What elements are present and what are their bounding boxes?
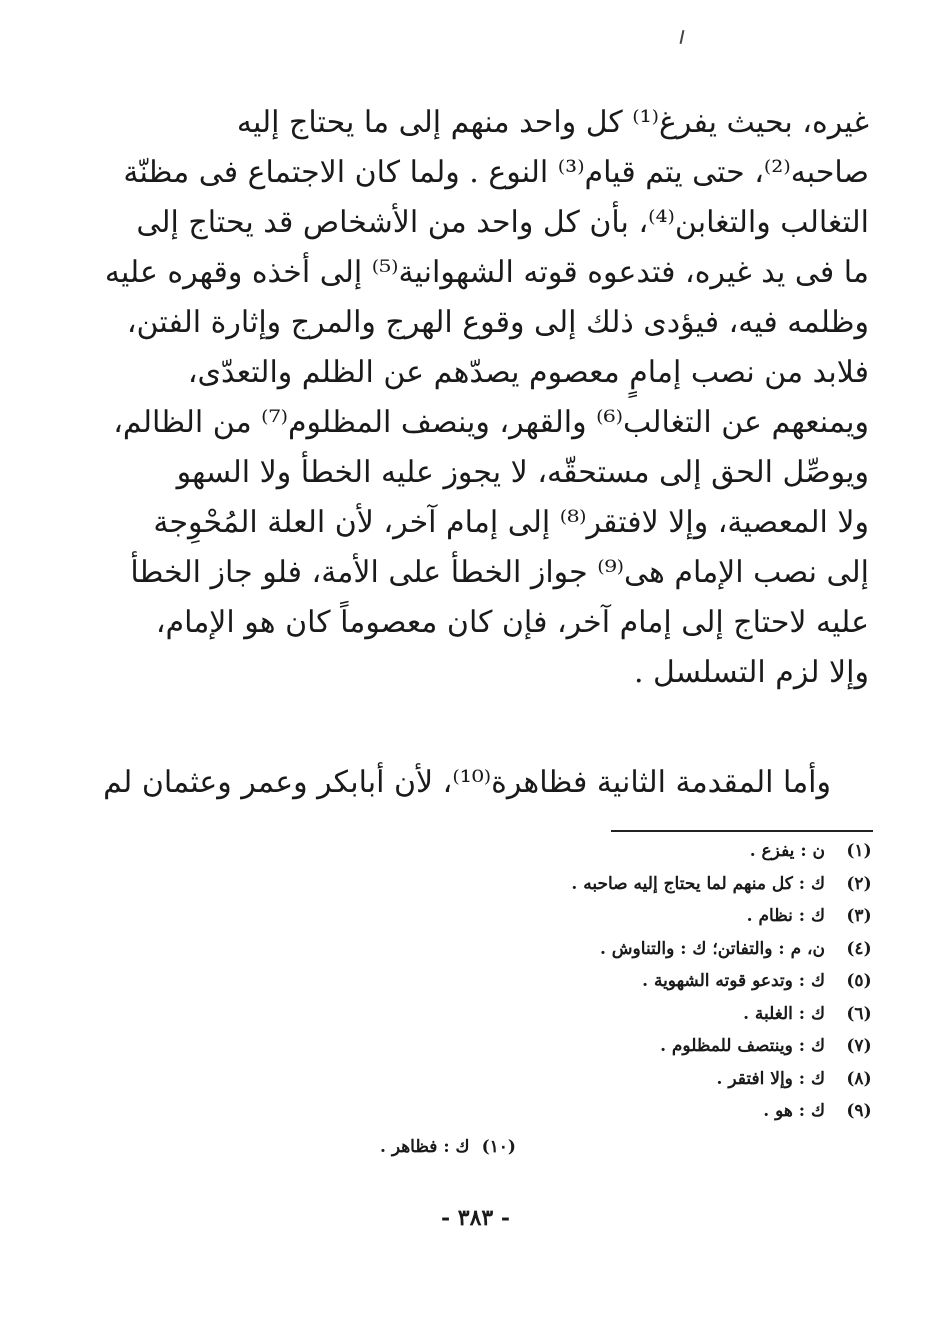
footnote-text: ك : وإلا افتقر . bbox=[716, 1068, 825, 1089]
text-line: إلى نصب الإمام هى⁽⁹⁾ جواز الخطأ على الأمة، فلو جاز الخطأ bbox=[130, 555, 869, 590]
text-line: وإلا لزم التسلسل . bbox=[633, 655, 869, 690]
footnote-text: ن، م : والتفاتن؛ ك : والتناوش . bbox=[599, 938, 825, 959]
footnote-number: (٢) bbox=[846, 873, 872, 894]
footnote-text: ن : يفزع . bbox=[749, 841, 825, 861]
footnote-number: (٨) bbox=[846, 1068, 872, 1089]
footnote-item bbox=[321, 965, 881, 998]
text-line: وأما المقدمة الثانية فظاهرة⁽¹⁰⁾، لأن أبابكر وعمر وعثمان لم bbox=[103, 765, 831, 800]
footnote-item bbox=[321, 1063, 881, 1096]
footnote-text: ك : نظام . bbox=[746, 906, 825, 926]
footnote-item bbox=[321, 1095, 881, 1128]
second-paragraph bbox=[103, 758, 869, 808]
footnote-number: (١٠) bbox=[481, 1137, 516, 1157]
text-line: ويوصِّل الحق إلى مستحقّه، لا يجوز عليه الخطأ ولا السهو bbox=[176, 455, 869, 490]
text-line: غيره، بحيث يفرغ⁽¹⁾ كل واحد منهم إلى ما يحتاج إليه bbox=[236, 105, 869, 140]
footnote-text: ك : فظاهر . bbox=[380, 1137, 470, 1157]
footnote-text: ك : هو . bbox=[763, 1101, 825, 1121]
footnote-text: ك : كل منهم لما يحتاج إليه صاحبه . bbox=[571, 873, 825, 894]
footnote-item bbox=[321, 933, 881, 966]
footnote-number: (٧) bbox=[846, 1036, 872, 1056]
footnote-item bbox=[321, 1030, 881, 1063]
footnote-number: (٦) bbox=[846, 1003, 872, 1024]
footnote-number: (٣) bbox=[846, 906, 872, 926]
main-paragraph bbox=[104, 98, 869, 698]
footnotes-list bbox=[321, 835, 881, 1128]
text-line: ما فى يد غيره، فتدعوه قوته الشهوانية⁽⁵⁾ إلى أخذه وقهره عليه bbox=[104, 255, 869, 290]
footnote-text: ك : الغلبة . bbox=[743, 1003, 825, 1024]
footnote-item bbox=[321, 900, 881, 933]
footnote-number: (١) bbox=[846, 841, 872, 861]
footnote-text: ك : وينتصف للمظلوم . bbox=[660, 1036, 825, 1056]
text-line: وظلمه فيه، فيؤدى ذلك إلى وقوع الهرج والمرج وإثارة الفتن، bbox=[126, 305, 869, 340]
footnote-item-10 bbox=[380, 1137, 516, 1157]
page-number: - ٣٨٣ - bbox=[440, 1205, 511, 1231]
footnote-text: ك : وتدعو قوته الشهوية . bbox=[642, 971, 825, 991]
footnote-item bbox=[321, 868, 881, 901]
text-line: صاحبه⁽²⁾، حتى يتم قيام⁽³⁾ النوع . ولما كان الاجتماع فى مظنّة bbox=[123, 155, 869, 190]
footnote-item bbox=[321, 998, 881, 1031]
footnote-divider bbox=[611, 830, 873, 832]
stray-mark bbox=[680, 30, 685, 44]
footnote-item bbox=[321, 835, 881, 868]
text-line: فلابد من نصب إمامٍ معصوم يصدّهم عن الظلم والتعدّى، bbox=[187, 355, 869, 390]
footnote-number: (٩) bbox=[846, 1101, 872, 1121]
text-line: ويمنعهم عن التغالب⁽⁶⁾ والقهر، وينصف المظلوم⁽⁷⁾ من الظالم، bbox=[113, 405, 869, 440]
text-line: ولا المعصية، وإلا لافتقر⁽⁸⁾ إلى إمام آخر، لأن العلة المُحْوِجة bbox=[153, 505, 869, 540]
footnote-number: (٥) bbox=[846, 971, 872, 991]
footnote-number: (٤) bbox=[846, 938, 872, 959]
text-line: التغالب والتغابن⁽⁴⁾، بأن كل واحد من الأشخاص قد يحتاج إلى bbox=[136, 205, 869, 240]
text-line: عليه لاحتاج إلى إمام آخر، فإن كان معصوماً كان هو الإمام، bbox=[155, 605, 869, 640]
